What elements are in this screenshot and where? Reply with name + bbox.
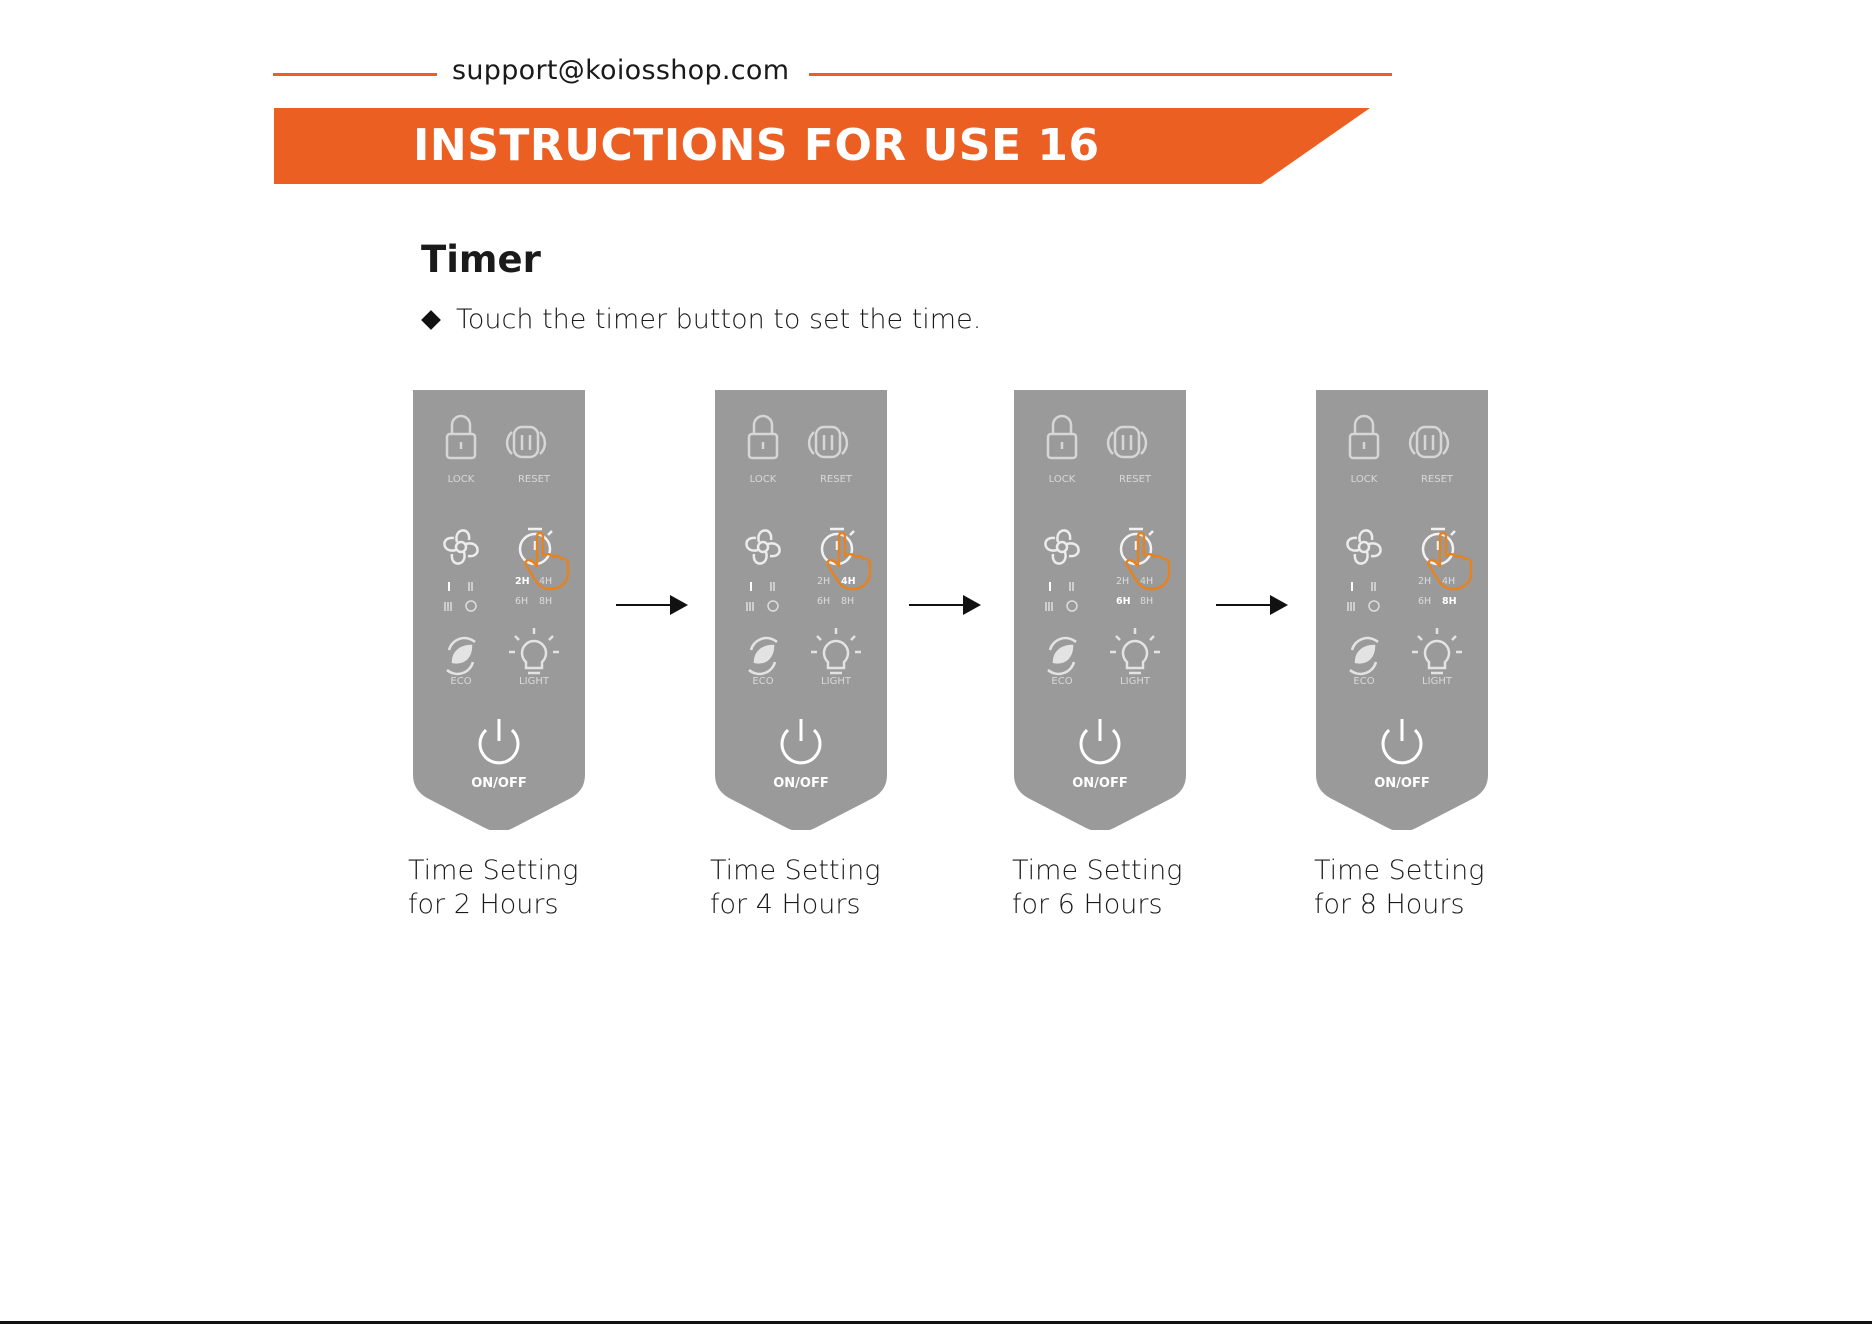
timer-option-2h: 2H — [1418, 576, 1432, 587]
caption-line-2: for 2 Hours — [408, 889, 559, 920]
step-caption-1 — [408, 854, 578, 922]
lock-label: LOCK — [447, 474, 475, 485]
step-caption-4 — [1314, 854, 1484, 922]
timer-option-2h: 2H — [515, 576, 530, 587]
onoff-label: ON/OFF — [773, 776, 829, 791]
timer-option-4h: 4H — [1140, 576, 1154, 587]
caption-line-1: Time Setting — [408, 855, 579, 886]
onoff-label: ON/OFF — [1374, 776, 1430, 791]
caption-line-2: for 6 Hours — [1012, 889, 1163, 920]
lock-label: LOCK — [1048, 474, 1076, 485]
lock-label: LOCK — [1350, 474, 1378, 485]
eco-label: ECO — [752, 676, 774, 687]
support-email: support@koiosshop.com — [452, 55, 790, 86]
arrow-right-icon — [909, 593, 983, 622]
light-label: LIGHT — [821, 676, 851, 687]
instruction-text: Touch the timer button to set the time. — [456, 304, 982, 335]
eco-label: ECO — [1353, 676, 1375, 687]
reset-label: RESET — [517, 474, 551, 485]
timer-option-2h: 2H — [1116, 576, 1130, 587]
timer-option-6h: 6H — [515, 596, 529, 607]
caption-line-2: for 4 Hours — [710, 889, 861, 920]
timer-option-6h: 6H — [817, 596, 831, 607]
caption-line-1: Time Setting — [1012, 855, 1183, 886]
control-panel-step-2 — [715, 390, 887, 830]
reset-label: RESET — [819, 474, 853, 485]
light-label: LIGHT — [1422, 676, 1452, 687]
timer-option-8h: 8H — [841, 596, 855, 607]
timer-option-6h: 6H — [1116, 596, 1131, 607]
control-panel-step-3 — [1014, 390, 1186, 830]
step-caption-3 — [1012, 854, 1182, 922]
caption-line-1: Time Setting — [1314, 855, 1485, 886]
eco-label: ECO — [450, 676, 472, 687]
section-title: Timer — [421, 238, 541, 281]
lock-label: LOCK — [749, 474, 777, 485]
reset-label: RESET — [1118, 474, 1152, 485]
timer-option-2h: 2H — [817, 576, 831, 587]
eco-label: ECO — [1051, 676, 1073, 687]
light-label: LIGHT — [1120, 676, 1150, 687]
header-rule-right — [809, 73, 1392, 76]
control-panel-step-1 — [413, 390, 585, 830]
timer-option-8h: 8H — [539, 596, 553, 607]
timer-option-4h: 4H — [1442, 576, 1456, 587]
step-caption-2 — [710, 854, 880, 922]
arrow-right-icon — [616, 593, 690, 622]
onoff-label: ON/OFF — [471, 776, 527, 791]
diamond-bullet-icon — [421, 310, 441, 330]
onoff-label: ON/OFF — [1072, 776, 1128, 791]
arrow-right-icon — [1216, 593, 1290, 622]
control-panel-step-4 — [1316, 390, 1488, 830]
timer-option-8h: 8H — [1140, 596, 1154, 607]
reset-label: RESET — [1420, 474, 1454, 485]
instruction-bullet — [421, 304, 981, 335]
light-label: LIGHT — [519, 676, 549, 687]
caption-line-1: Time Setting — [710, 855, 881, 886]
timer-option-8h: 8H — [1442, 596, 1457, 607]
timer-option-4h: 4H — [841, 576, 856, 587]
header-rule-left — [273, 73, 437, 76]
timer-option-4h: 4H — [539, 576, 553, 587]
banner-title: INSTRUCTIONS FOR USE 16 — [413, 120, 1100, 171]
caption-line-2: for 8 Hours — [1314, 889, 1465, 920]
timer-option-6h: 6H — [1418, 596, 1432, 607]
